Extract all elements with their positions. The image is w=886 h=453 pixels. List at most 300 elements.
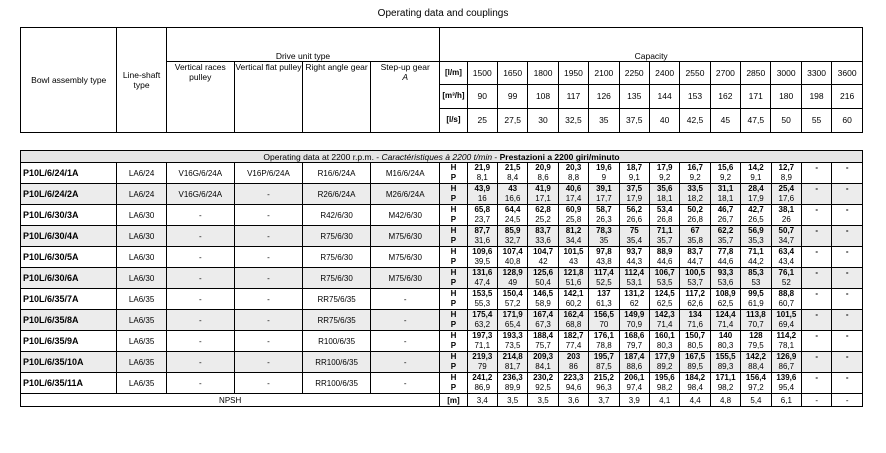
performance-cell — [558, 205, 588, 226]
power-value: 67,3 — [535, 320, 551, 329]
performance-cell — [497, 268, 527, 289]
capacity-m3h-cell: 90 — [467, 84, 497, 108]
capacity-lm-cell: 2850 — [741, 61, 771, 84]
performance-cell — [741, 331, 771, 352]
head-value: - — [845, 247, 849, 256]
head-value: 88,9 — [656, 247, 673, 256]
power-value: 95,4 — [778, 383, 795, 392]
power-value: 34,7 — [778, 236, 795, 245]
power-value: 17,6 — [778, 194, 795, 203]
step-up-gear-cell: M75/6/30 — [371, 247, 440, 268]
right-angle-gear-header: Right angle gear — [302, 61, 370, 132]
performance-cell — [710, 331, 740, 352]
power-value: 65,4 — [504, 320, 521, 329]
power-value: 25,8 — [565, 215, 582, 224]
head-value: 171,9 — [502, 310, 523, 319]
unit-ls: [l/s] — [440, 108, 467, 132]
flat-pulley-cell: - — [234, 373, 302, 394]
power-value — [802, 257, 831, 267]
performance-cell — [619, 163, 649, 184]
head-value: 171,1 — [715, 373, 736, 382]
performance-cell — [650, 247, 680, 268]
table-row — [21, 247, 863, 268]
performance-cell — [741, 352, 771, 373]
table-row — [21, 205, 863, 226]
power-value: 94,6 — [565, 383, 582, 392]
power-value: 33,6 — [535, 236, 551, 245]
power-value: 52,5 — [596, 278, 612, 287]
races-pulley-cell: - — [166, 289, 234, 310]
head-value: 193,3 — [502, 331, 523, 340]
head-value: 71,1 — [656, 226, 673, 235]
head-value: 223,3 — [563, 373, 584, 382]
power-value: 44,7 — [687, 257, 703, 266]
power-value: 17,4 — [565, 194, 582, 203]
hp-label-cell — [440, 373, 467, 394]
power-value: 26,3 — [596, 215, 612, 224]
races-pulley-cell: - — [166, 226, 234, 247]
npsh-value: 3,7 — [589, 394, 619, 407]
power-value — [802, 194, 831, 204]
performance-cell — [528, 184, 558, 205]
power-value: 71,6 — [687, 320, 703, 329]
operating-data-subtitle: Operating data at 2200 r.p.m. - Caractéristiques à 2200 t/min - Prestazioni a 2200 giri/minuto — [21, 151, 863, 163]
performance-cell — [619, 352, 649, 373]
power-value: 31,6 — [474, 236, 491, 245]
head-value: 60,9 — [565, 205, 582, 214]
head-value: - — [845, 310, 849, 319]
performance-cell — [650, 289, 680, 310]
head-value: 182,7 — [563, 331, 584, 340]
performance-cell — [497, 289, 527, 310]
model-cell: P10L/6/35/9A — [21, 331, 117, 352]
capacity-ls-cell: 25 — [467, 108, 497, 132]
power-value: 79 — [477, 362, 487, 371]
capacity-m3h-cell: 153 — [680, 84, 710, 108]
power-value: 16,6 — [504, 194, 521, 203]
head-value: 167,5 — [685, 352, 706, 361]
head-value: 177,9 — [654, 352, 675, 361]
performance-cell — [710, 205, 740, 226]
performance-cell — [589, 163, 619, 184]
head-value: 175,4 — [472, 310, 493, 319]
head-value: 38,1 — [778, 205, 795, 214]
power-value: 89,3 — [717, 362, 734, 371]
performance-cell — [558, 226, 588, 247]
flat-pulley-cell: - — [234, 226, 302, 247]
performance-cell — [680, 205, 710, 226]
step-up-gear-cell: M42/6/30 — [371, 205, 440, 226]
head-value: 197,3 — [472, 331, 493, 340]
capacity-ls-cell: 27,5 — [497, 108, 527, 132]
races-pulley-cell: V16G/6/24A — [166, 184, 234, 205]
head-value: - — [815, 247, 819, 256]
head-value: 87,7 — [474, 226, 491, 235]
head-value: 146,5 — [533, 289, 554, 298]
table-row — [21, 184, 863, 205]
head-value: 203 — [566, 352, 581, 361]
performance-cell — [467, 352, 497, 373]
power-value: 53 — [751, 278, 761, 287]
head-value: 63,4 — [778, 247, 795, 256]
power-value: 40,8 — [504, 257, 521, 266]
model-cell: P10L/6/35/7A — [21, 289, 117, 310]
power-value: 69,4 — [778, 320, 795, 329]
right-angle-gear-cell: RR75/6/35 — [303, 310, 371, 331]
head-label: H — [450, 247, 457, 256]
power-value: 78,1 — [778, 341, 795, 350]
performance-cell — [680, 331, 710, 352]
power-value: 88,6 — [626, 362, 643, 371]
capacity-ls-cell: 42,5 — [680, 108, 710, 132]
table-row — [21, 310, 863, 331]
head-value: - — [845, 268, 849, 277]
step-up-gear-cell: - — [371, 310, 440, 331]
head-label: H — [450, 205, 457, 214]
right-angle-gear-cell: R42/6/30 — [303, 205, 371, 226]
performance-cell — [558, 268, 588, 289]
model-cell: P10L/6/30/5A — [21, 247, 117, 268]
hp-label-cell — [440, 268, 467, 289]
races-pulley-cell: - — [166, 310, 234, 331]
head-value: 100,5 — [685, 268, 706, 277]
power-value: 26,6 — [626, 215, 643, 224]
flat-pulley-cell: - — [234, 247, 302, 268]
model-cell: P10L/6/30/3A — [21, 205, 117, 226]
power-value: 44,2 — [748, 257, 764, 266]
head-value: - — [815, 310, 819, 319]
performance-cell — [558, 310, 588, 331]
head-value: 15,6 — [717, 163, 734, 172]
step-up-gear-cell: M75/6/30 — [371, 226, 440, 247]
vertical-races-pulley-header: Vertical races pulley — [166, 61, 234, 132]
capacity-m3h-cell: 198 — [801, 84, 831, 108]
right-angle-gear-cell: R100/6/35 — [303, 331, 371, 352]
performance-cell — [741, 205, 771, 226]
head-value: 75 — [629, 226, 639, 235]
power-value — [832, 278, 862, 288]
power-value: 17,7 — [596, 194, 612, 203]
power-value: 26,7 — [717, 215, 734, 224]
power-label: P — [450, 299, 457, 308]
head-value: 153,5 — [472, 289, 493, 298]
performance-cell — [528, 352, 558, 373]
capacity-ls-cell: 37,5 — [619, 108, 649, 132]
performance-cell — [528, 247, 558, 268]
capacity-lm-cell: 1500 — [467, 61, 497, 84]
power-value — [832, 341, 862, 351]
line-shaft-cell: LA6/35 — [117, 289, 166, 310]
performance-cell — [497, 184, 527, 205]
head-value: 128 — [749, 331, 763, 340]
head-label: H — [450, 352, 457, 361]
performance-cell — [710, 373, 740, 394]
races-pulley-cell: V16G/6/24A — [166, 163, 234, 184]
head-value: 131,6 — [472, 268, 493, 277]
step-up-gear-cell: M26/6/24A — [371, 184, 440, 205]
power-value: 92,5 — [535, 383, 551, 392]
head-value: 25,4 — [778, 184, 795, 193]
power-value — [832, 299, 862, 309]
performance-cell — [589, 184, 619, 205]
head-label: H — [450, 184, 457, 193]
right-angle-gear-cell: R75/6/30 — [303, 226, 371, 247]
power-value: 43,4 — [778, 257, 795, 266]
line-shaft-cell: LA6/30 — [117, 268, 166, 289]
head-value: 33,5 — [687, 184, 703, 193]
performance-cell — [589, 226, 619, 247]
capacity-m3h-cell: 108 — [528, 84, 558, 108]
capacity-m3h-cell: 162 — [710, 84, 740, 108]
npsh-value: 6,1 — [771, 394, 801, 407]
head-value: 43,9 — [474, 184, 491, 193]
step-up-gear-cell: M16/6/24A — [371, 163, 440, 184]
head-value: 117,2 — [685, 289, 705, 298]
head-value: 71,1 — [748, 247, 764, 256]
capacity-ls-cell: 32,5 — [558, 108, 588, 132]
races-pulley-cell: - — [166, 352, 234, 373]
hp-label-cell — [440, 352, 467, 373]
capacity-ls-cell: 55 — [801, 108, 831, 132]
performance-cell — [771, 289, 801, 310]
table-row — [21, 163, 863, 184]
head-value: 155,5 — [715, 352, 736, 361]
power-value: 68,8 — [565, 320, 582, 329]
head-value: 40,6 — [565, 184, 582, 193]
head-value: 206,1 — [624, 373, 645, 382]
head-value: 76,1 — [778, 268, 795, 277]
performance-cell — [619, 310, 649, 331]
power-value: 43,8 — [596, 257, 612, 266]
capacity-lm-cell: 1800 — [528, 61, 558, 84]
power-value — [802, 320, 831, 330]
head-value: 219,3 — [472, 352, 493, 361]
head-value: 112,4 — [624, 268, 645, 277]
line-shaft-cell: LA6/30 — [117, 226, 166, 247]
capacity-m3h-cell: 117 — [558, 84, 588, 108]
performance-cell — [467, 247, 497, 268]
head-value: 42,7 — [748, 205, 764, 214]
power-value: 9,1 — [750, 173, 762, 182]
head-value: 21,5 — [504, 163, 521, 172]
head-value: 101,5 — [563, 247, 584, 256]
power-value: 17,9 — [626, 194, 643, 203]
power-value: 62,6 — [687, 299, 703, 308]
line-shaft-cell: LA6/30 — [117, 205, 166, 226]
npsh-row — [21, 394, 863, 407]
capacity-ls-cell: 47,5 — [741, 108, 771, 132]
power-label: P — [450, 320, 457, 329]
performance-cell — [497, 310, 527, 331]
power-value: 80,5 — [687, 341, 703, 350]
head-value: 77,8 — [717, 247, 734, 256]
power-value — [802, 341, 831, 351]
power-value: 9,1 — [628, 173, 640, 182]
head-value: - — [845, 163, 849, 172]
head-value: 156,5 — [593, 310, 614, 319]
npsh-value: 3,5 — [497, 394, 527, 407]
step-up-gear-header: Step-up gear A — [371, 61, 440, 132]
head-label: H — [450, 289, 457, 298]
line-shaft-cell: LA6/35 — [117, 331, 166, 352]
performance-cell — [467, 205, 497, 226]
power-value: 89,2 — [656, 362, 673, 371]
performance-cell — [771, 352, 801, 373]
performance-cell — [619, 205, 649, 226]
head-value: 187,4 — [624, 352, 645, 361]
performance-cell — [650, 226, 680, 247]
power-value: 9,2 — [689, 173, 701, 182]
performance-cell — [710, 268, 740, 289]
performance-cell — [680, 289, 710, 310]
performance-cell — [802, 226, 832, 247]
step-up-gear-cell: - — [371, 373, 440, 394]
right-angle-gear-cell: R26/6/24A — [303, 184, 371, 205]
power-value: 61,3 — [596, 299, 612, 308]
power-value: 97,4 — [626, 383, 643, 392]
head-value: - — [815, 184, 819, 193]
head-value: 156,4 — [745, 373, 766, 382]
power-value: 62,5 — [656, 299, 673, 308]
capacity-lm-cell: 1950 — [558, 61, 588, 84]
hp-label-cell — [440, 163, 467, 184]
head-value: 230,2 — [533, 373, 554, 382]
power-label: P — [450, 362, 457, 371]
performance-cell — [741, 163, 771, 184]
performance-cell — [528, 289, 558, 310]
power-value — [832, 236, 862, 246]
head-value: - — [815, 289, 819, 298]
head-value: - — [845, 184, 849, 193]
performance-cell — [497, 163, 527, 184]
head-value: 188,4 — [533, 331, 554, 340]
head-value: 43 — [508, 184, 518, 193]
performance-cell — [802, 310, 832, 331]
power-value: 35,3 — [748, 236, 764, 245]
performance-cell — [832, 268, 863, 289]
head-value: 107,4 — [502, 247, 523, 256]
power-value — [832, 320, 862, 330]
performance-cell — [528, 373, 558, 394]
head-label: H — [450, 331, 457, 340]
power-value: 60,2 — [565, 299, 582, 308]
performance-cell — [467, 226, 497, 247]
model-cell: P10L/6/35/8A — [21, 310, 117, 331]
power-value — [832, 194, 862, 204]
npsh-value: 4,1 — [650, 394, 680, 407]
npsh-value: 3,6 — [558, 394, 588, 407]
capacity-m3h-cell: 180 — [771, 84, 801, 108]
head-value: 128,9 — [502, 268, 523, 277]
performance-cell — [741, 247, 771, 268]
flat-pulley-cell: - — [234, 268, 302, 289]
model-cell: P10L/6/24/1A — [21, 163, 117, 184]
performance-cell — [802, 352, 832, 373]
performance-cell — [558, 289, 588, 310]
head-value: 241,2 — [472, 373, 493, 382]
head-label: H — [450, 373, 457, 382]
performance-cell — [619, 226, 649, 247]
npsh-value: 3,5 — [528, 394, 558, 407]
head-value: - — [845, 289, 849, 298]
power-value: 26,5 — [748, 215, 764, 224]
capacity-ls-cell: 40 — [649, 108, 679, 132]
performance-cell — [802, 289, 832, 310]
power-value: 50,4 — [535, 278, 551, 287]
head-value: 195,7 — [593, 352, 614, 361]
performance-cell — [558, 247, 588, 268]
performance-cell — [589, 373, 619, 394]
head-value: 134 — [688, 310, 702, 319]
power-value: 8,9 — [780, 173, 792, 182]
performance-cell — [802, 373, 832, 394]
performance-cell — [771, 373, 801, 394]
line-shaft-cell: LA6/35 — [117, 352, 166, 373]
head-value: 117,4 — [594, 268, 614, 277]
head-value: 88,8 — [778, 289, 795, 298]
performance-cell — [680, 268, 710, 289]
right-angle-gear-cell: R16/6/24A — [303, 163, 371, 184]
performance-cell — [497, 352, 527, 373]
head-value: 215,2 — [593, 373, 614, 382]
head-value: 62,2 — [717, 226, 734, 235]
head-value: 20,9 — [535, 163, 551, 172]
performance-cell — [710, 226, 740, 247]
power-value: 51,6 — [565, 278, 582, 287]
performance-cell — [710, 310, 740, 331]
hp-label-cell — [440, 331, 467, 352]
capacity-m3h-cell: 144 — [649, 84, 679, 108]
performance-cell — [528, 163, 558, 184]
performance-cell — [558, 184, 588, 205]
performance-cell — [650, 163, 680, 184]
npsh-value: - — [832, 394, 863, 407]
npsh-value: 3,9 — [619, 394, 649, 407]
head-value: 142,1 — [563, 289, 584, 298]
head-value: 18,7 — [626, 163, 643, 172]
head-value: 236,3 — [502, 373, 523, 382]
performance-cell — [528, 205, 558, 226]
line-shaft-cell: LA6/24 — [117, 184, 166, 205]
power-value: 35,4 — [626, 236, 643, 245]
flat-pulley-cell: - — [234, 352, 302, 373]
power-value — [802, 173, 831, 183]
power-value: 26,8 — [687, 215, 703, 224]
power-value: 80,3 — [656, 341, 673, 350]
races-pulley-cell: - — [166, 247, 234, 268]
head-value: 50,7 — [778, 226, 795, 235]
performance-cell — [467, 331, 497, 352]
performance-cell — [741, 268, 771, 289]
power-value: 98,2 — [656, 383, 673, 392]
performance-cell — [528, 331, 558, 352]
head-value: 124,5 — [654, 289, 675, 298]
capacity-lm-cell: 2250 — [619, 61, 649, 84]
head-value: 195,6 — [654, 373, 675, 382]
performance-cell — [802, 205, 832, 226]
performance-cell — [710, 163, 740, 184]
races-pulley-cell: - — [166, 268, 234, 289]
performance-cell — [832, 331, 863, 352]
performance-cell — [832, 373, 863, 394]
hp-label-cell — [440, 310, 467, 331]
power-value: 86,7 — [778, 362, 795, 371]
performance-cell — [680, 352, 710, 373]
performance-cell — [771, 247, 801, 268]
operating-data-table — [20, 150, 863, 407]
capacity-ls-cell: 60 — [832, 108, 863, 132]
head-value: 16,7 — [687, 163, 703, 172]
